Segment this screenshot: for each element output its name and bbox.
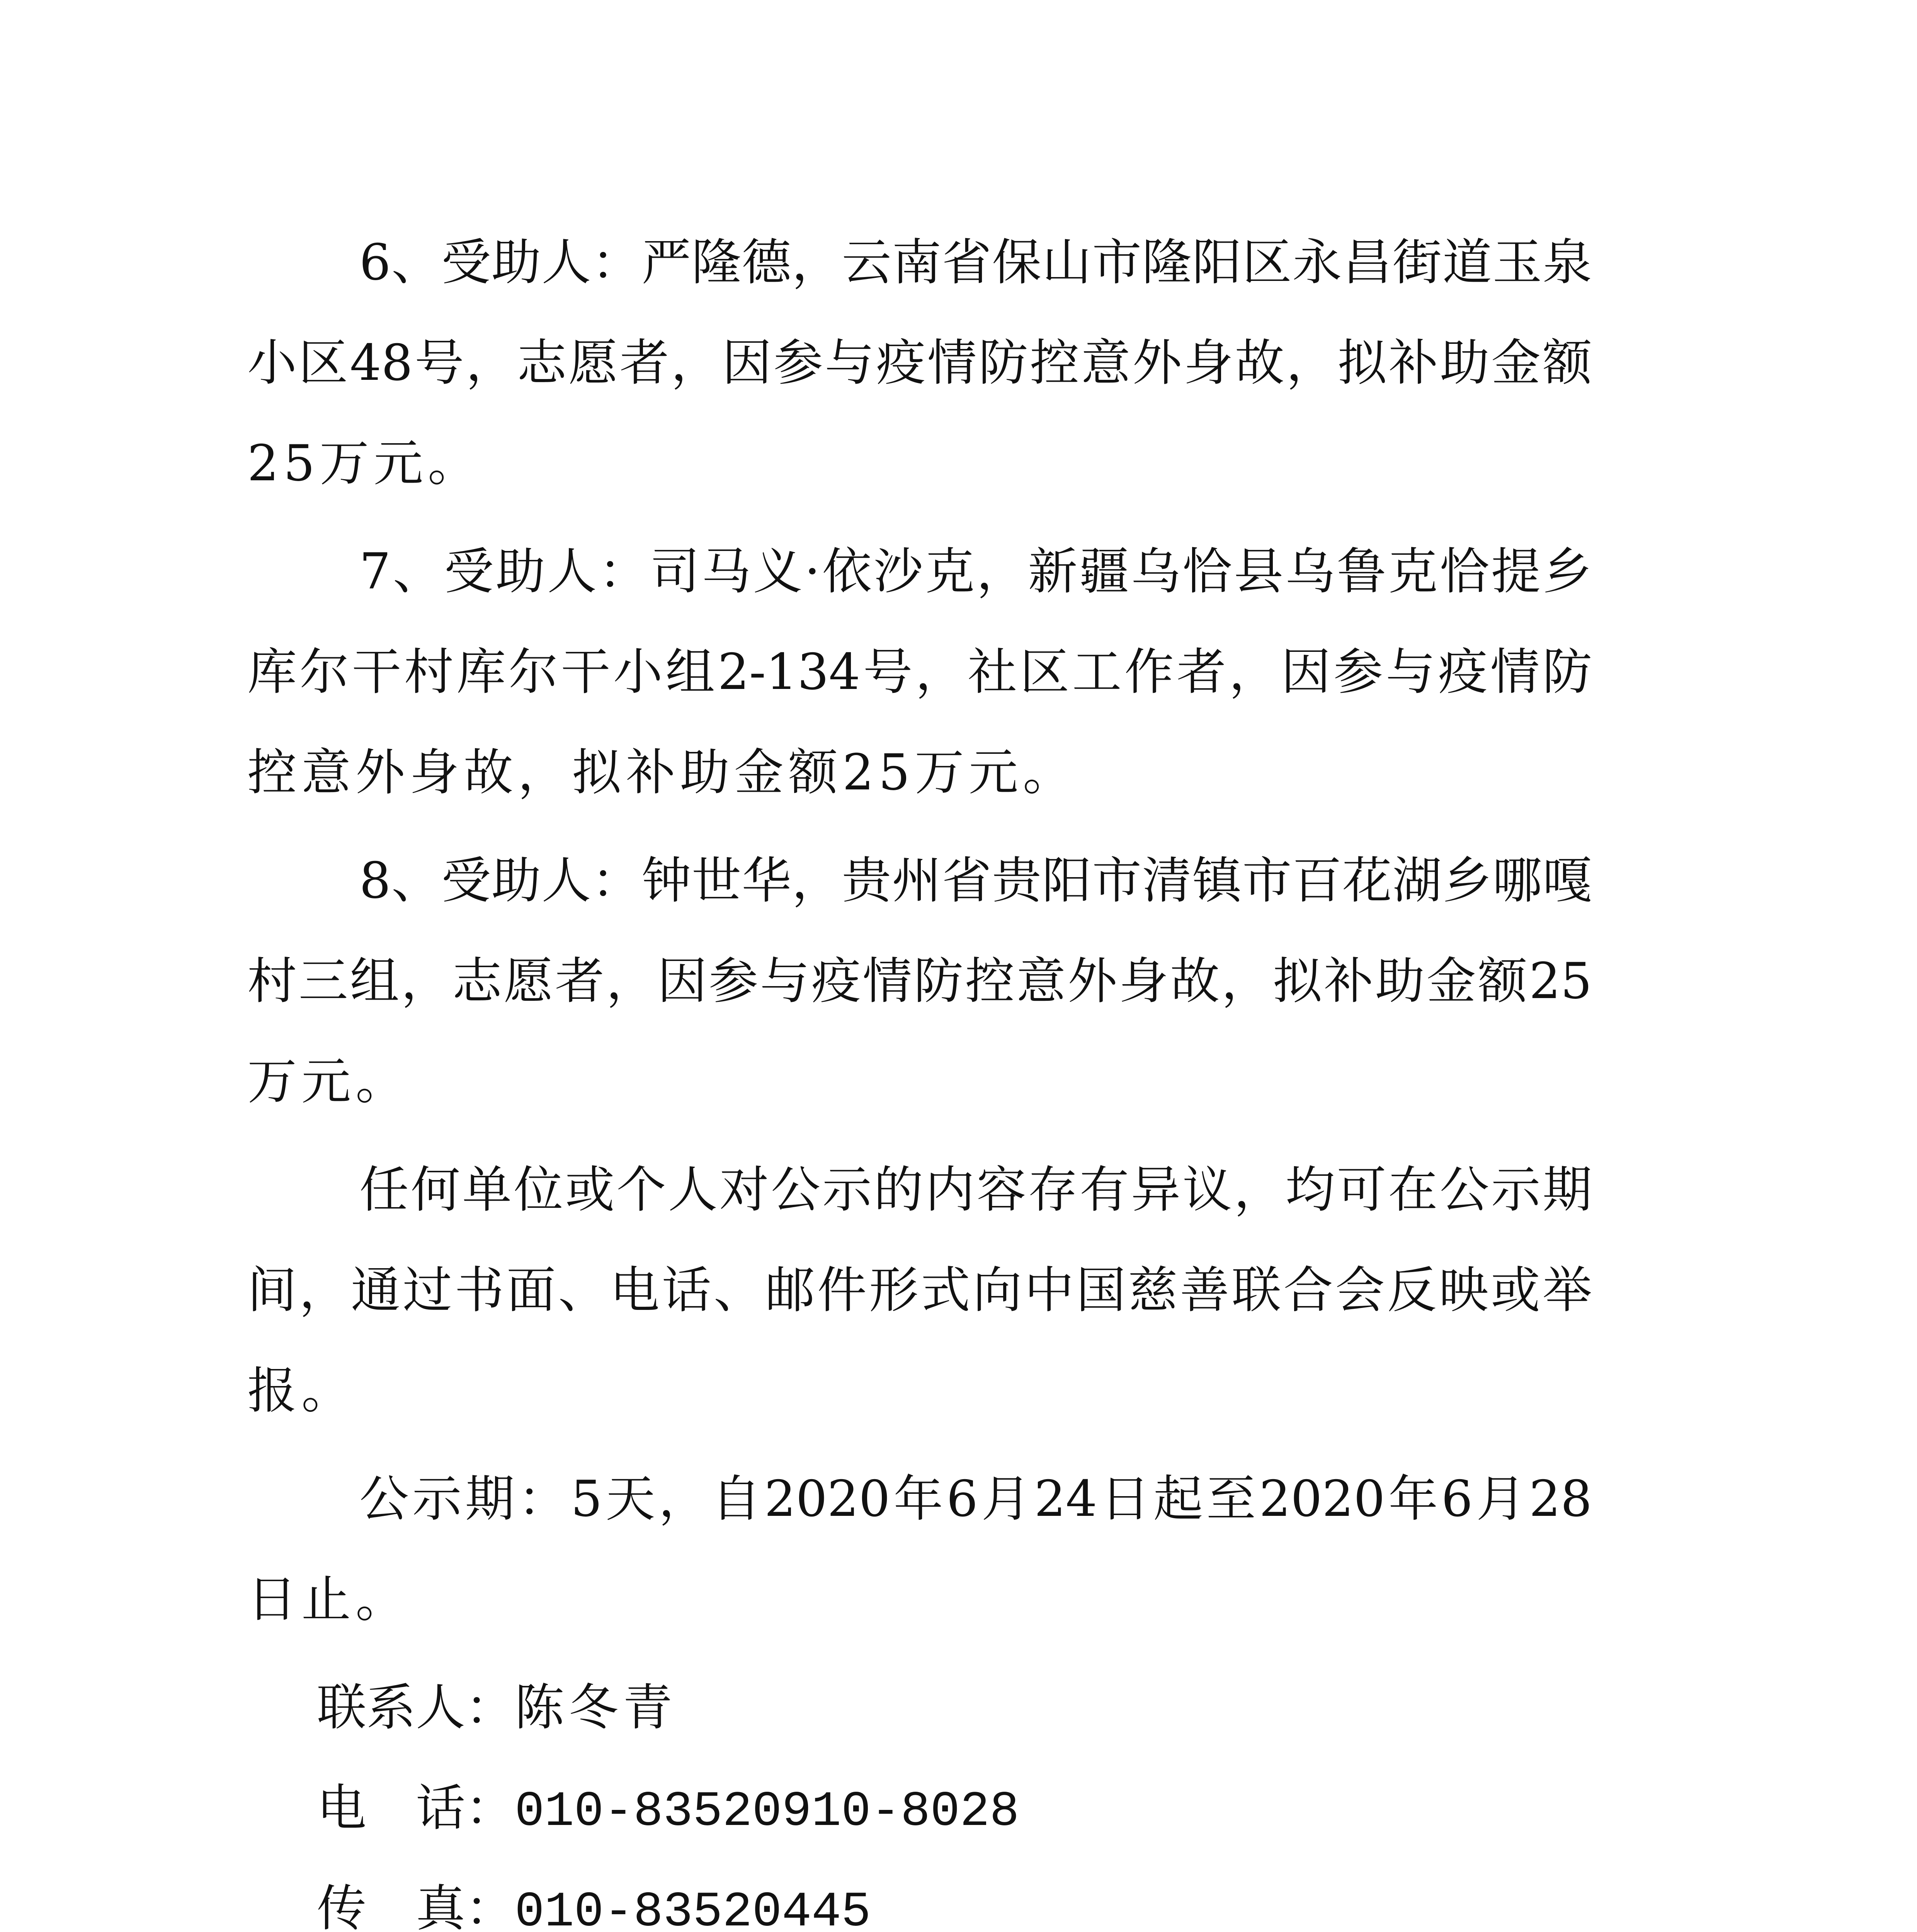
item-8-line-2: 村三组，志愿者，因参与疫情防控意外身故，拟补助金额25 (247, 952, 1592, 1010)
contact-fax-value: 010-83520445 (515, 1884, 871, 1932)
contact-phone-label: 电 话： (317, 1779, 515, 1837)
objection-line-3: 报。 (247, 1362, 356, 1420)
item-6-line-2: 小区48号，志愿者，因参与疫情防控意外身故，拟补助金额 (247, 334, 1592, 392)
item-6-line-1: 6、受助人：严隆德，云南省保山市隆阳区永昌街道玉泉 (359, 234, 1592, 291)
item-7-line-1: 7、受助人：司马义·依沙克，新疆乌恰县乌鲁克恰提乡 (359, 543, 1592, 600)
item-8-line-3: 万元。 (247, 1053, 410, 1111)
contact-person-label: 联系人： (317, 1679, 515, 1736)
item-6-line-3: 25万元。 (247, 435, 482, 492)
item-8-line-1: 8、受助人：钟世华，贵州省贵阳市清镇市百花湖乡哪嘎 (359, 852, 1592, 910)
contact-fax-label: 传 真： (317, 1880, 515, 1932)
contact-person-value: 陈冬青 (515, 1679, 677, 1736)
contact-person (317, 1673, 677, 1743)
contact-fax (317, 1874, 871, 1932)
contact-phone-value: 010-83520910-8028 (515, 1784, 1019, 1840)
contact-phone (317, 1774, 1019, 1847)
item-7-line-2: 库尔干村库尔干小组2-134号，社区工作者，因参与疫情防 (247, 643, 1592, 701)
objection-line-1: 任何单位或个人对公示的内容存有异议，均可在公示期 (359, 1161, 1592, 1219)
period-line-1: 公示期：5天，自2020年6月24日起至2020年6月28 (359, 1470, 1592, 1528)
objection-line-2: 间，通过书面、电话、邮件形式向中国慈善联合会反映或举 (247, 1262, 1592, 1319)
item-7-line-3: 控意外身故，拟补助金额25万元。 (247, 744, 1077, 801)
period-line-2: 日止。 (247, 1571, 410, 1628)
